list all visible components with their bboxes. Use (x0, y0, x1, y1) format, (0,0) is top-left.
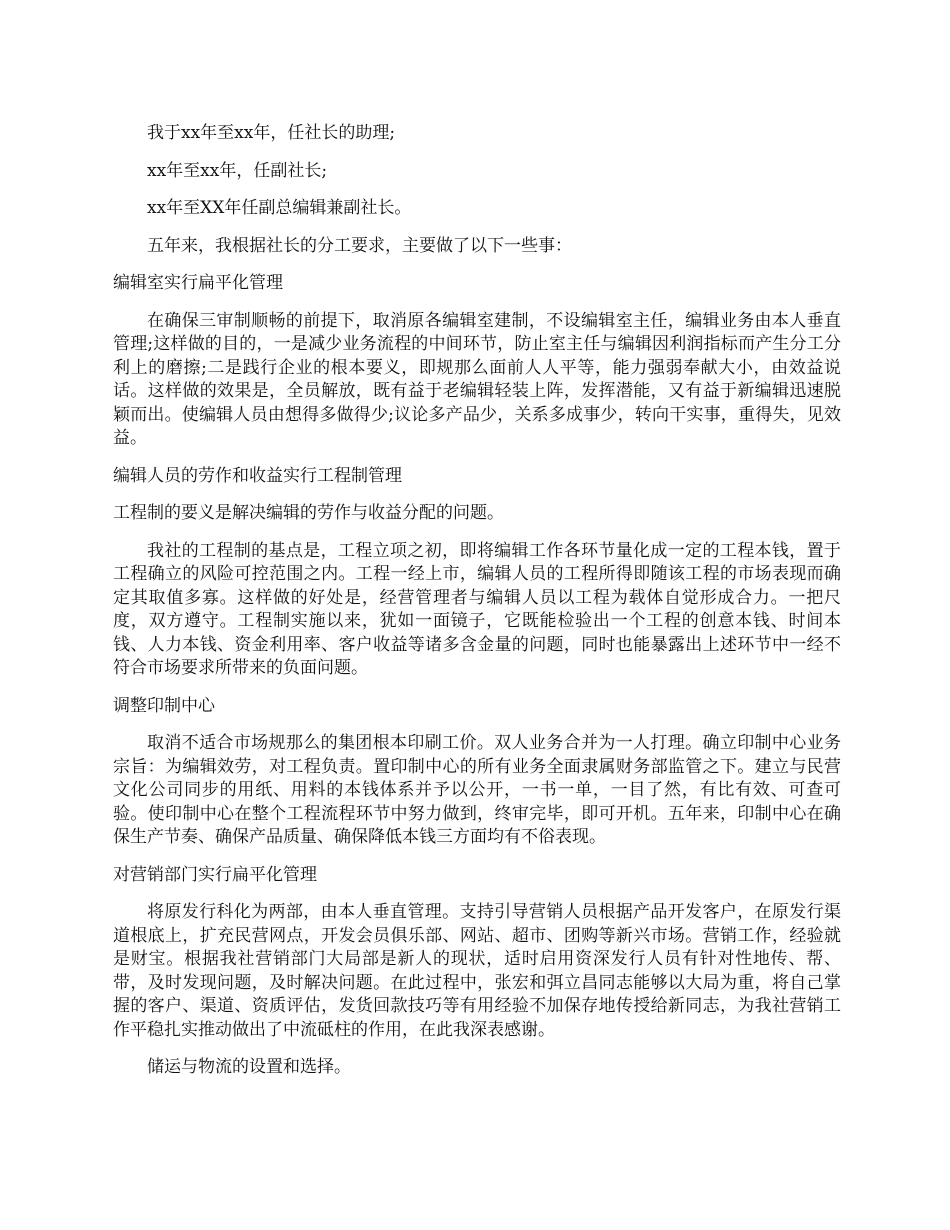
paragraph-role-vice-president: xx年至xx年，任副社长; (147, 160, 328, 181)
paragraph-printing: 取消不适合市场规那么的集团根本印刷工价。双人业务合并为一人打理。确立印制中心业务宗旨：为编辑效劳，对工程负责。置印制中心的所有业务全面隶属财务部监管之下。建立与民营文化公司同步的用纸、用料的本钱体系并予以公开，一书一单，一目了然，有比有效、可查可验。使印制中心在整个工程流程环节中努力做到，终审完毕，即可开机。五年来，印制中心在确保生产节奏、确保产品质量、确保降低本钱三方面均有不俗表现。 (113, 733, 841, 847)
document-body (113, 122, 841, 1094)
paragraph-marketing: 将原发行科化为两部，由本人垂直管理。支持引导营销人员根据产品开发客户，在原发行渠道根底上，扩充民营网点，开发会员俱乐部、网站、超市、团购等新兴市场。营销工作，经验就是财宝。根据我社营销部门大局部是新人的现状，适时启用资深发行人员有针对性地传、帮、带，及时发现问题，及时解决问题。在此过程中，张宏和弭立昌同志能够以大局为重，将自己掌握的客户、渠道、资质评估，发货回款技巧等有用经验不加保存地传授给新同志，为我社营销工作平稳扎实推动做出了中流砥柱的作用，在此我深表感谢。 (113, 902, 841, 1040)
paragraph-editorial: 在确保三审制顺畅的前提下，取消原各编辑室建制，不设编辑室主任，编辑业务由本人垂直管理;这样做的目的，一是减少业务流程的中间环节，防止室主任与编辑因利润指标而产生分工分利上的磨擦;二是践行企业的根本要义，即规那么面前人人平等，能力强弱奉献大小，由效益说话。这样做的效果是，全员解放，既有益于老编辑轻装上阵，发挥潜能，又有益于新编辑迅速脱颖而出。使编辑人员由想得多做得少;议论多产品少，关系多成事少，转向干实事，重得失，见效益。 (113, 310, 841, 448)
section-heading-editorial: 编辑室实行扁平化管理 (113, 273, 283, 293)
section-heading-printing: 调整印制中心 (113, 695, 215, 716)
paragraph-project-system: 我社的工程制的基点是，工程立项之初，即将编辑工作各环节量化成一定的工程本钱，置于工程确立的风险可控范围之内。工程一经上市，编辑人员的工程所得即随该工程的市场表现而确定其取值多寡。这样做的好处是，经营管理者与编辑人员以工程为载体自觉形成合力。一把尺度，双方遵守。工程制实施以来，犹如一面镜子，它既能检验出一个工程的创意本钱、时间本钱、人力本钱、资金利用率、客户收益等诸多含金量的问题，同时也能暴露出上述环节中一经不符合市场要求所带来的负面问题。 (113, 540, 841, 678)
paragraph-role-assistant: 我于xx年至xx年，任社长的助理; (147, 123, 396, 143)
paragraph-role-deputy-editor: xx年至XX年任副总编辑兼副社长。 (147, 198, 412, 218)
paragraph-logistics: 储运与物流的设置和选择。 (147, 1057, 351, 1077)
section-heading-project-system: 编辑人员的劳作和收益实行工程制管理 (113, 465, 402, 486)
paragraph-intro: 五年来，我根据社长的分工要求，主要做了以下一些事： (147, 235, 572, 256)
paragraph-project-system-intro: 工程制的要义是解决编辑的劳作与收益分配的问题。 (113, 503, 504, 523)
section-heading-marketing: 对营销部门实行扁平化管理 (113, 864, 317, 885)
